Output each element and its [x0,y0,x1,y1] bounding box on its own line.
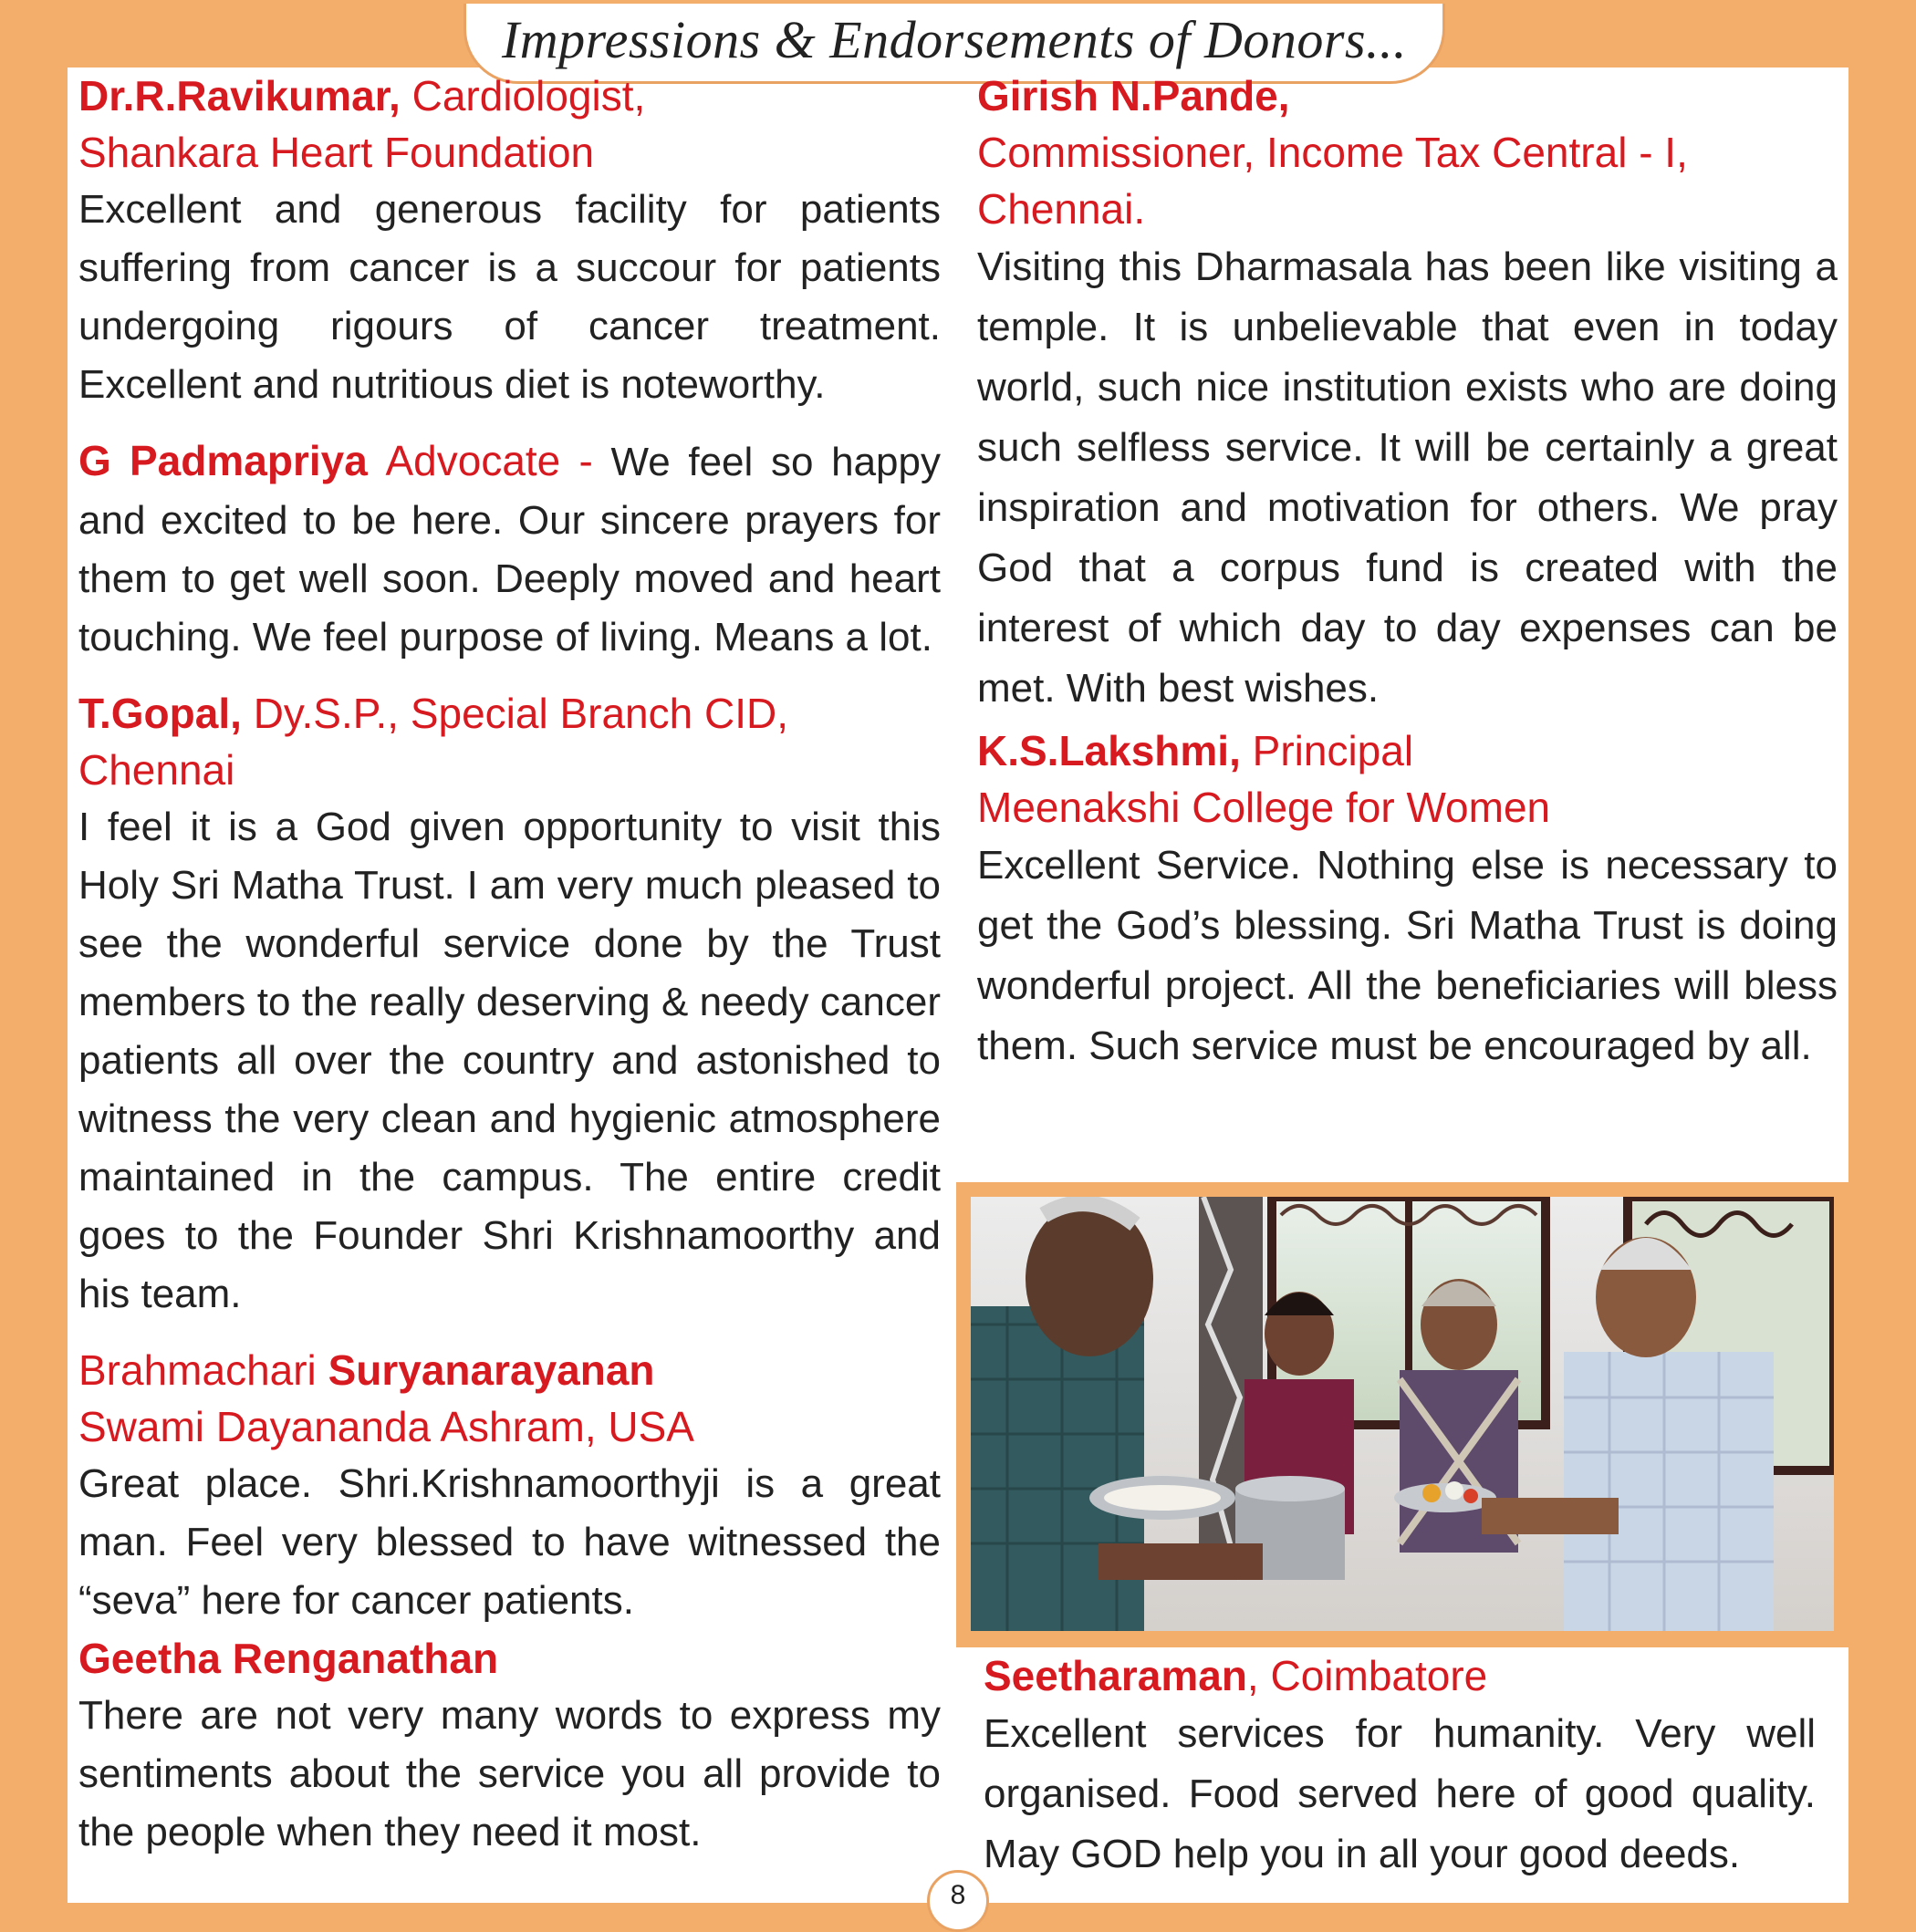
donor-name: G Padmapriya [78,437,368,484]
donor-name: T.Gopal, [78,690,242,737]
donor-organization: Swami Dayananda Ashram, USA [78,1403,694,1450]
testimonial-text: I feel it is a God given opportunity to visit this Holy Sri Matha Trust. I am very much pleased to see the wonderful service done by the Trust members to the really deserving & needy cancer patients all over the country and astonished to witness the very clean and hygienic atmosphere maintained in the campus. The entire credit goes to the Founder Shri Krishnamoorthy and his team. [78,805,941,1316]
testimonial-padmapriya [78,432,941,667]
serving-food-photo [971,1197,1834,1631]
testimonial-pande [977,68,1838,719]
testimonial-gopal [78,685,941,1324]
left-column [78,68,941,1880]
donor-title: Commissioner, Income Tax Central - I, [977,129,1688,176]
donor-location: Chennai. [977,185,1146,233]
donor-prefix: Brahmachari [78,1346,317,1394]
photo-frame [956,1182,1848,1647]
donor-name: Seetharaman [984,1652,1247,1699]
page-number: 8 [927,1870,989,1932]
donor-role: Advocate - [385,437,593,484]
testimonial-text: There are not very many words to express my sentiments about the service you all provide to the people when they need it most. [78,1693,941,1854]
donor-name: Dr.R.Ravikumar, [78,72,401,119]
testimonial-text: Excellent Service. Nothing else is necessary to get the God’s blessing. Sri Matha Trust is doing wonderful project. All the beneficiaries will bless them. Such service must be encouraged by all. [977,843,1838,1068]
testimonial-text: Great place. Shri.Krishnamoorthyji is a great man. Feel very blessed to have witnessed the “seva” here for cancer patients. [78,1461,941,1623]
testimonial-header [984,1647,1816,1704]
testimonial-text: We feel so happy and excited to be here. Our sincere prayers for them to get well soon. Deeply moved and heart touching. We feel purpose of living. Means a lot. [78,440,941,660]
donor-name: Suryanarayanan [328,1346,655,1394]
testimonial-geetha [78,1630,941,1862]
testimonial-header [78,1630,941,1687]
testimonial-header [78,68,941,124]
donor-role: Cardiologist, [411,72,646,119]
donor-organization: Shankara Heart Foundation [78,129,595,176]
testimonial-text: Visiting this Dharmasala has been like visiting a temple. It is unbelievable that even in today world, such nice institution exists who are doing such selfless service. It will be certainly a great inspiration and motivation for others. We pray God that a corpus fund is created with the interest of which day to day expenses can be met. With best wishes. [977,244,1838,711]
testimonial-text: Excellent and generous facility for patients suffering from cancer is a succour for patients undergoing rigours of cancer treatment. Excellent and nutritious diet is noteworthy. [78,187,941,407]
donor-role: Dy.S.P., Special Branch CID, Chennai [78,690,789,794]
testimonial-seetharaman [984,1647,1816,1885]
donor-organization: Meenakshi College for Women [977,784,1551,831]
page-title: Impressions & Endorsements of Donors... [501,10,1408,69]
testimonial-text: Excellent services for humanity. Very well organised. Food served here of good quality. May GOD help you in all your good deeds. [984,1711,1816,1876]
right-column [977,68,1838,1095]
donor-name: Girish N.Pande, [977,72,1290,119]
testimonial-lakshmi [977,722,1838,1076]
testimonial-header [977,68,1838,124]
testimonial-header [78,1342,941,1398]
donor-location: , Coimbatore [1246,1652,1488,1699]
testimonial-ravikumar [78,68,941,414]
testimonial-header [78,685,941,798]
donor-role: Principal [1252,727,1414,774]
testimonial-suryanarayanan [78,1342,941,1630]
testimonial-header [977,722,1838,779]
donor-name: K.S.Lakshmi, [977,727,1241,774]
donor-name: Geetha Renganathan [78,1635,499,1682]
